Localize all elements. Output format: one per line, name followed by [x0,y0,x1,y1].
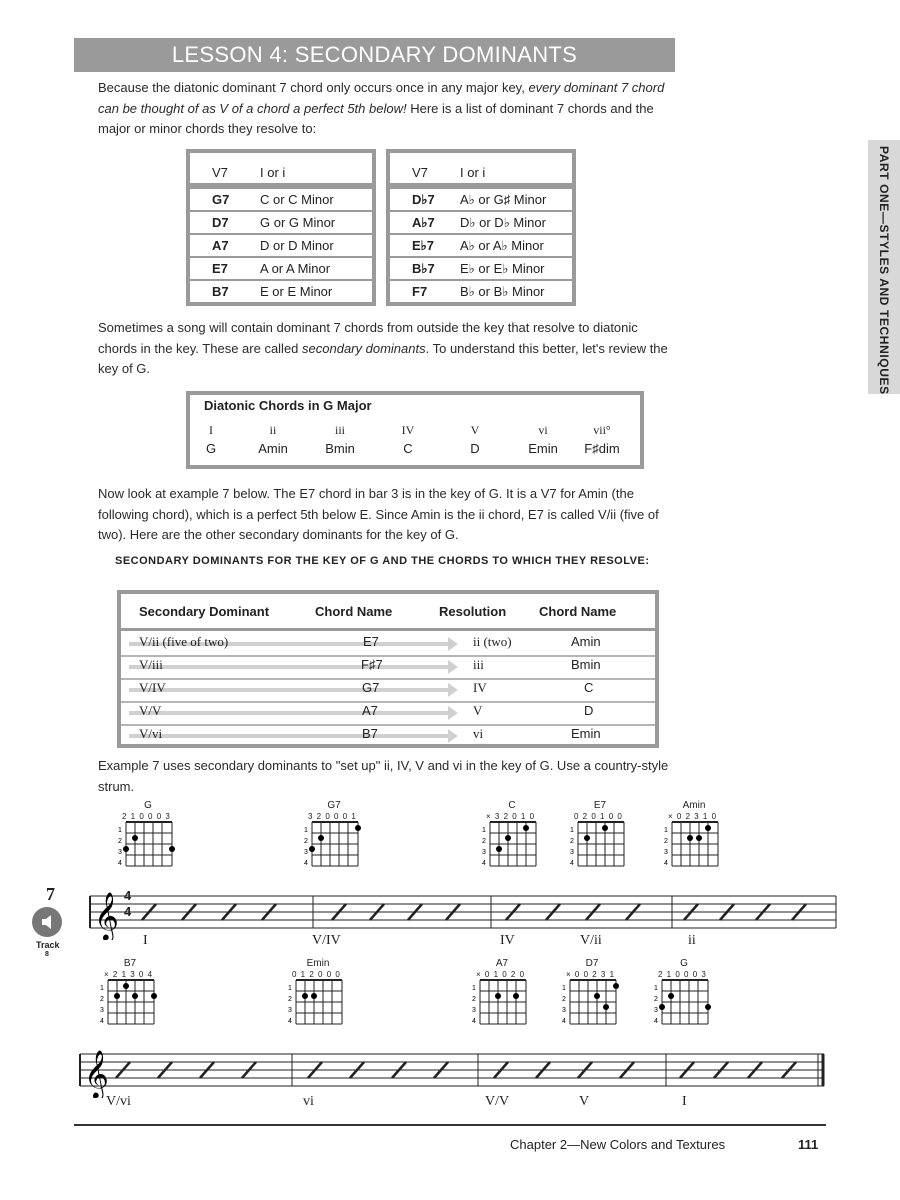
resolution-arrow [129,734,449,738]
roman-numeral: ii [688,933,696,948]
table-cell: V/iii [139,657,163,672]
svg-text:3: 3 [304,849,308,856]
table-row: E7 A or A Minor [190,256,372,279]
chord-diagram: G 2 1 0 0 0 3 1 2 3 4 [118,800,178,880]
chord-label: D [470,441,480,456]
svg-text:1: 1 [654,985,658,992]
svg-text:3: 3 [562,1007,566,1014]
column-header: Secondary Dominant [139,604,270,619]
table-cell: iii [473,657,484,672]
chord-diagram: B7 × 2 1 3 0 4 1 2 3 4 [100,958,160,1038]
chord-label: Amin [258,441,288,456]
degree-label: vi [538,423,548,437]
fretboard-grid [118,820,178,882]
svg-text:1: 1 [288,985,292,992]
svg-text:2: 2 [304,838,308,845]
lesson-title: LESSON 4: SECONDARY DOMINANTS [74,38,675,72]
svg-text:1: 1 [482,827,486,834]
degree-label: IV [401,423,415,437]
table-cell: V/V [139,703,162,718]
table-row: A♭7 D♭ or D♭ Minor [390,210,572,233]
chord-diagram: E7 0 2 0 1 0 0 1 2 3 4 [570,800,630,880]
chord-diagram: A7 × 0 1 0 2 0 1 2 3 4 [472,958,532,1038]
roman-numeral: IV [500,933,515,948]
table-cell: V [473,703,483,718]
time-signature-top: 4 [124,888,132,903]
resolution-arrow [129,688,449,692]
column-header: Resolution [439,604,507,619]
column-header: Chord Name [539,604,617,619]
degree-label: V [470,423,480,437]
chord-diagram: G7 3 2 0 0 0 1 1 2 3 4 [304,800,364,880]
secondary-dominants-heading: SECONDARY DOMINANTS FOR THE KEY OF G AND THE CHORDS TO WHICH THEY RESOLVE: [115,555,650,567]
secondary-intro-paragraph: Sometimes a song will contain dominant 7 chords from outside the key that resolve to diatonic chords in the key. These are called secondary dominants. To understand this better, let's review the key of G. [98,320,668,376]
svg-text:4: 4 [288,1018,292,1025]
svg-text:4: 4 [100,1018,104,1025]
svg-text:3: 3 [570,849,574,856]
table-cell: Amin [571,634,601,649]
svg-text:3: 3 [654,1007,658,1014]
chord-label: G [205,441,217,456]
svg-text:4: 4 [304,860,308,867]
svg-text:2: 2 [654,996,658,1003]
svg-text:1: 1 [472,985,476,992]
resolution-arrow [129,711,449,715]
diatonic-chords-box [186,391,644,469]
svg-text:2: 2 [118,838,122,845]
svg-text:4: 4 [664,860,668,867]
degree-label: vii° [593,423,611,437]
svg-text:1: 1 [304,827,308,834]
example-number: 7 [46,884,55,904]
roman-numeral: V/vi [106,1094,131,1109]
table-cell: E7 [363,634,379,649]
degree-label: I [209,423,213,437]
secondary-dominants-table [117,590,659,748]
chord-diagram: D7 × 0 0 2 3 1 1 2 3 4 [562,958,622,1038]
roman-numeral: V/ii [580,933,602,948]
example-explanation-paragraph: Now look at example 7 below. The E7 chord in bar 3 is in the key of G. It is a V7 for Amin (the following chord), which is a perfect 5th below E. Since Amin is the ii chord, E7 is called V/ii (five of two). Here are the other secondary dominants for the key of G. [98,486,659,542]
fretboard-grid [288,978,348,1040]
table-header: V7 I or i [390,153,572,187]
chord-label: C [403,441,413,456]
roman-numeral: I [682,1094,687,1109]
audio-track-icon[interactable] [32,907,62,937]
table-cell: V/vi [139,726,163,741]
fretboard-grid [482,820,542,882]
staff-row-2 [70,1048,830,1098]
table-cell: V/ii (five of two) [139,634,229,649]
resolution-arrow [129,665,449,669]
table-cell: Emin [571,726,601,741]
staff-row-1 [70,890,840,940]
svg-text:2: 2 [570,838,574,845]
table-row: D♭7 A♭ or G♯ Minor [390,187,572,210]
diatonic-box-title: Diatonic Chords in G Major [204,398,372,413]
side-tab-label: PART ONE—STYLES AND TECHNIQUES [877,146,891,395]
table-cell: V/IV [139,680,166,695]
svg-text:1: 1 [562,985,566,992]
svg-text:4: 4 [570,860,574,867]
table-row: B♭7 E♭ or E♭ Minor [390,256,572,279]
svg-text:3: 3 [482,849,486,856]
svg-text:2: 2 [482,838,486,845]
table-row: A7 D or D Minor [190,233,372,256]
svg-text:4: 4 [472,1018,476,1025]
resolve-table-flats [386,149,576,306]
fretboard-grid [472,978,532,1040]
fretboard-grid [304,820,364,882]
table-cell: Bmin [571,657,601,672]
svg-text:1: 1 [118,827,122,834]
svg-text:3: 3 [472,1007,476,1014]
page-number: 111 [798,1137,819,1152]
svg-text:2: 2 [664,838,668,845]
table-row: G7 C or C Minor [190,187,372,210]
roman-numeral: vi [303,1094,314,1109]
svg-text:4: 4 [562,1018,566,1025]
svg-text:3: 3 [288,1007,292,1014]
roman-numeral: V [579,1094,590,1109]
track-label: Track [36,940,60,950]
resolve-table-naturals [186,149,376,306]
example-intro-paragraph: Example 7 uses secondary dominants to "set up" ii, IV, V and vi in the key of G. Use a country-style strum. [98,758,669,794]
section-side-tab [868,140,900,394]
chord-diagram: Amin × 0 2 3 1 0 1 2 3 4 [664,800,724,880]
track-number: 8 [45,951,49,958]
chord-diagram: C × 3 2 0 1 0 1 2 3 4 [482,800,542,880]
treble-clef-icon: 𝄞 [84,1049,109,1098]
table-cell: B7 [362,726,378,741]
degree-label: iii [334,423,345,437]
chord-label: Bmin [325,441,355,456]
roman-numeral: I [143,933,148,948]
svg-text:4: 4 [118,860,122,867]
svg-text:1: 1 [664,827,668,834]
fretboard-grid [654,978,714,1040]
footer-rule [74,1124,826,1126]
header-divider [121,628,655,631]
svg-text:2: 2 [288,996,292,1003]
table-cell: IV [473,680,487,695]
svg-text:2: 2 [100,996,104,1003]
table-row: D7 G or G Minor [190,210,372,233]
intro-paragraph: Because the diatonic dominant 7 chord only occurs once in any major key, every dominant 7 chord can be thought of as V of a chord a perfect 5th below! Here is a list of dominant 7 chords and the major or minor chords they resolve to: [98,80,665,136]
table-header: V7 I or i [190,153,372,187]
svg-text:2: 2 [562,996,566,1003]
svg-text:4: 4 [482,860,486,867]
table-cell: F♯7 [361,657,383,672]
chapter-title: Chapter 2—New Colors and Textures [510,1137,726,1152]
table-cell: A7 [362,703,378,718]
column-header: Chord Name [315,604,393,619]
svg-text:3: 3 [664,849,668,856]
time-signature-bottom: 4 [124,904,132,919]
fretboard-grid [664,820,724,882]
table-cell: D [584,703,594,718]
table-row: E♭7 A♭ or A♭ Minor [390,233,572,256]
fretboard-grid [100,978,160,1040]
chord-label: Emin [528,441,558,456]
svg-text:1: 1 [570,827,574,834]
chord-diagram: G 2 1 0 0 0 3 1 2 3 4 [654,958,714,1038]
svg-text:1: 1 [100,985,104,992]
svg-text:2: 2 [472,996,476,1003]
table-row: B7 E or E Minor [190,279,372,302]
svg-text:3: 3 [100,1007,104,1014]
chord-label: F♯dim [584,441,620,456]
fretboard-grid [562,978,622,1040]
svg-text:4: 4 [654,1018,658,1025]
table-cell: vi [473,726,484,741]
table-cell: G7 [362,680,380,695]
svg-text:3: 3 [118,849,122,856]
table-row: F7 B♭ or B♭ Minor [390,279,572,302]
roman-numeral: V/V [485,1094,510,1109]
degree-label: ii [269,423,277,437]
fretboard-grid [570,820,630,882]
table-cell: C [584,680,594,695]
roman-numeral: V/IV [312,933,341,948]
chord-diagram: Emin 0 1 2 0 0 0 1 2 3 4 [288,958,348,1038]
table-cell: ii (two) [473,634,512,649]
treble-clef-icon: 𝄞 [94,891,119,940]
